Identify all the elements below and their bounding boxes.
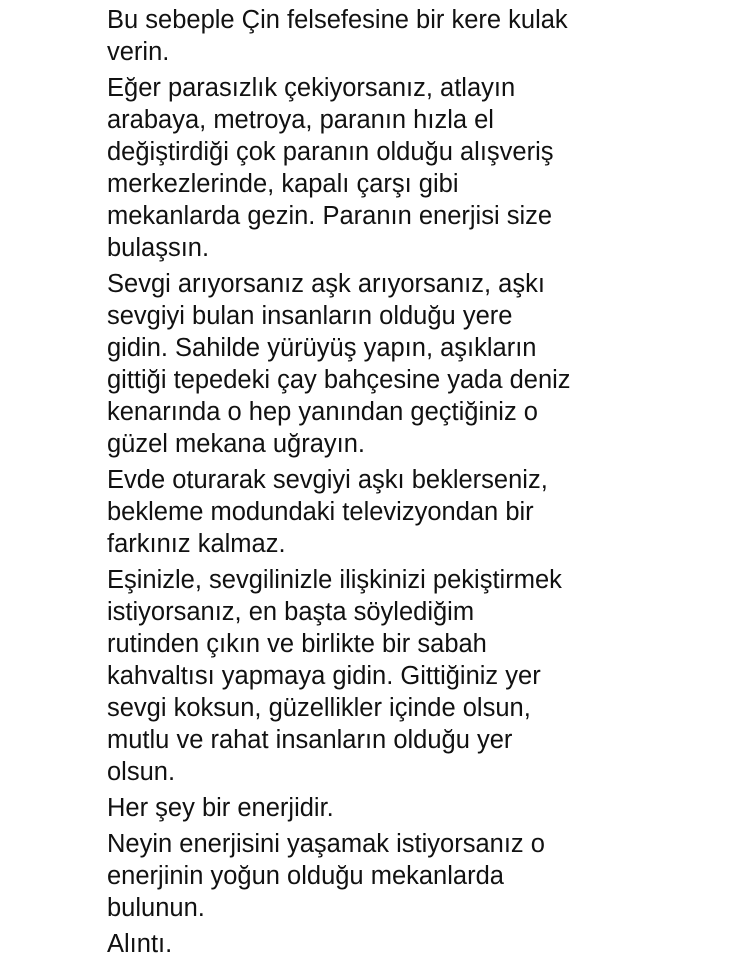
text-line: Her şey bir enerjidir. bbox=[107, 794, 334, 822]
text-line: gidin. Sahilde yürüyüş yapın, aşıkların bbox=[107, 334, 537, 362]
paragraph-energy bbox=[107, 792, 652, 824]
text-line: sevgi koksun, güzellikler içinde olsun, bbox=[107, 694, 531, 722]
text-line: farkınız kalmaz. bbox=[107, 530, 286, 558]
paragraph-quote-note bbox=[107, 928, 652, 960]
text-line: arabaya, metroya, paranın hızla el bbox=[107, 106, 494, 134]
text-line: kenarında o hep yanından geçtiğiniz o bbox=[107, 398, 538, 426]
text-line: Sevgi arıyorsanız aşk arıyorsanız, aşkı bbox=[107, 270, 545, 298]
paragraph-chinese-philosophy bbox=[107, 4, 652, 68]
text-line: Alıntı. bbox=[107, 930, 173, 958]
paragraph-relationship bbox=[107, 564, 652, 788]
text-line: mutlu ve rahat insanların olduğu yer bbox=[107, 726, 513, 754]
paragraph-places bbox=[107, 828, 652, 924]
paragraph-waiting bbox=[107, 464, 652, 560]
text-line: enerjinin yoğun olduğu mekanlarda bbox=[107, 862, 504, 890]
text-line: Bu sebeple Çin felsefesine bir kere kulak bbox=[107, 6, 568, 34]
text-line: Eşinizle, sevgilinizle ilişkinizi pekiştirmek bbox=[107, 566, 562, 594]
text-line: rutinden çıkın ve birlikte bir sabah bbox=[107, 630, 487, 658]
text-line: Neyin enerjisini yaşamak istiyorsanız o bbox=[107, 830, 545, 858]
text-line: Evde oturarak sevgiyi aşkı beklerseniz, bbox=[107, 466, 548, 494]
text-line: değiştirdiği çok paranın olduğu alışveriş bbox=[107, 138, 554, 166]
text-line: Eğer parasızlık çekiyorsanız, atlayın bbox=[107, 74, 516, 102]
text-line: verin. bbox=[107, 38, 170, 66]
text-line: istiyorsanız, en başta söylediğim bbox=[107, 598, 475, 626]
text-line: bekleme modundaki televizyondan bir bbox=[107, 498, 534, 526]
text-line: güzel mekana uğrayın. bbox=[107, 430, 365, 458]
text-line: olsun. bbox=[107, 758, 176, 786]
text-line: sevgiyi bulan insanların olduğu yere bbox=[107, 302, 513, 330]
text-line: mekanlarda gezin. Paranın enerjisi size bbox=[107, 202, 553, 230]
paragraph-love bbox=[107, 268, 652, 460]
paragraph-money bbox=[107, 72, 652, 264]
text-line: kahvaltısı yapmaya gidin. Gittiğiniz yer bbox=[107, 662, 541, 690]
article-text bbox=[107, 4, 652, 964]
text-line: bulaşsın. bbox=[107, 234, 210, 262]
text-line: bulunun. bbox=[107, 894, 205, 922]
text-line: gittiği tepedeki çay bahçesine yada deniz bbox=[107, 366, 571, 394]
text-line: merkezlerinde, kapalı çarşı gibi bbox=[107, 170, 459, 198]
